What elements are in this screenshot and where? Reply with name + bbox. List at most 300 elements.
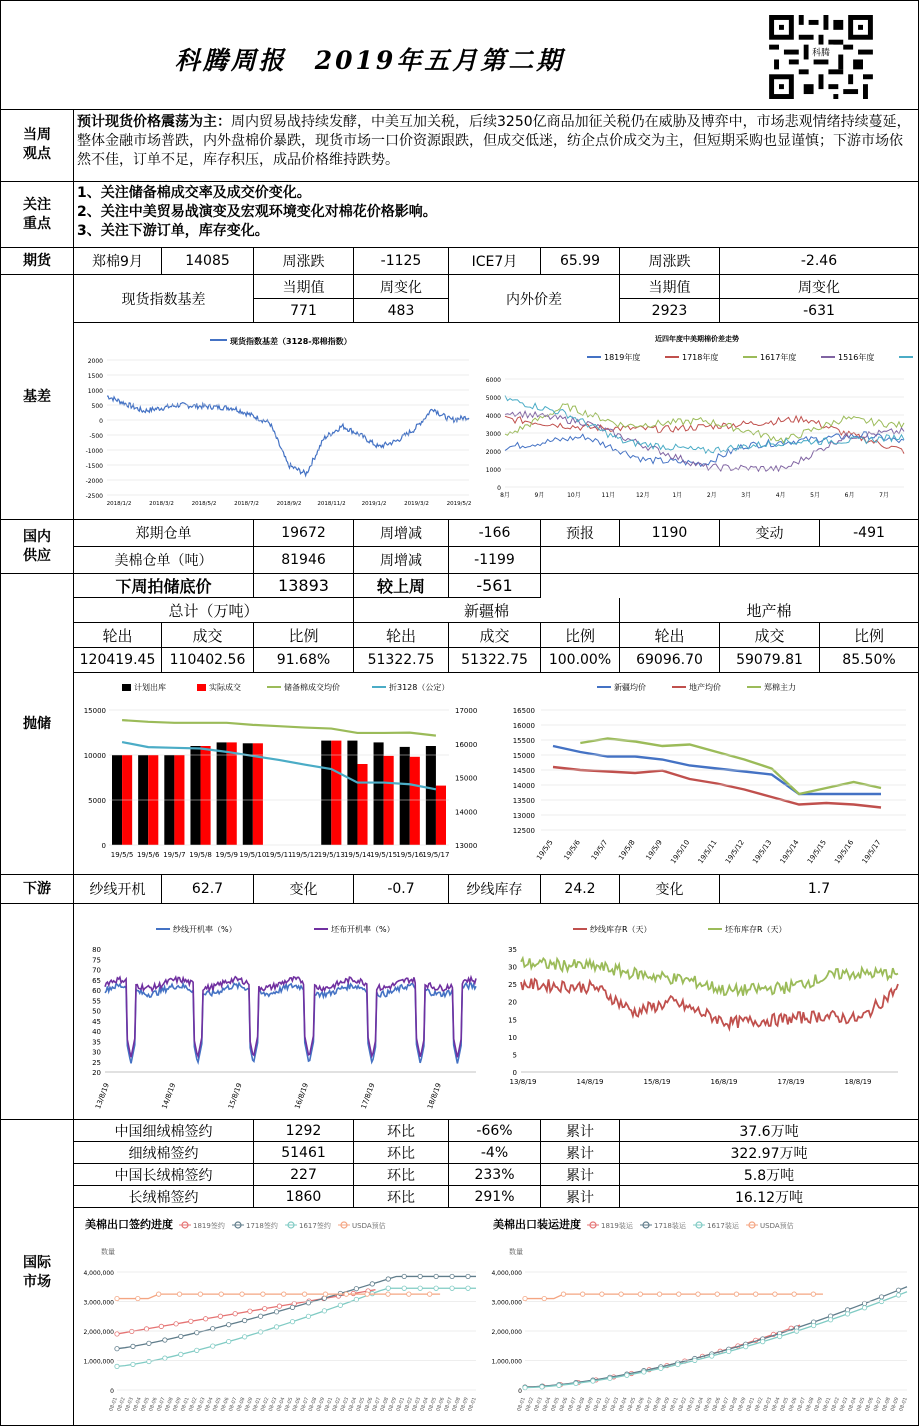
data-point	[659, 1366, 663, 1370]
x-tick-label: 4月	[775, 492, 786, 499]
data-point	[274, 1325, 278, 1329]
x-tick-label: 08-03	[339, 1396, 351, 1413]
data-point	[386, 1292, 390, 1296]
data-point	[338, 1303, 342, 1307]
y-axis-labels	[83, 1270, 114, 1395]
us-export-shipment-chart	[485, 1212, 913, 1424]
us-change-value: -1199	[449, 547, 541, 573]
x-tick-label: 16/8/19	[293, 1081, 311, 1111]
chart-legend	[156, 924, 395, 934]
legend-label: 1617装运	[707, 1222, 739, 1230]
intl-signing-cell: 5.8万吨	[620, 1164, 918, 1186]
x-tick-label: 08-08	[728, 1396, 740, 1413]
futures-contract-2: ICE7月	[449, 248, 541, 274]
x-tick-label: 08-02	[524, 1396, 536, 1413]
x-tick-label: 08-07	[299, 1396, 311, 1413]
basis-series-line	[107, 396, 469, 476]
y-tick-label: -2500	[85, 493, 103, 500]
data-point	[130, 1329, 134, 1333]
x-tick-label: 08-04	[204, 1396, 215, 1413]
data-point	[274, 1310, 278, 1314]
y-tick-label: 16000	[455, 740, 478, 749]
x-tick-label: 08-02	[403, 1396, 415, 1413]
x-tick-label: 08-06	[558, 1396, 570, 1413]
y-tick-label: 13500	[512, 797, 535, 805]
x-tick-label: 19/5/11	[696, 838, 719, 866]
x-tick-label: 08-04	[618, 1396, 629, 1413]
x-tick-label: 18/8/19	[844, 1078, 872, 1086]
y-tick-label: 17000	[455, 707, 478, 715]
x-tick-label: 08-06	[291, 1396, 303, 1413]
planned-bar	[374, 742, 384, 845]
y-tick-label: 5000	[88, 797, 106, 805]
chart-legend	[597, 682, 796, 692]
x-tick-label: 08-07	[371, 1396, 383, 1413]
x-tick-label: 08-05	[779, 1396, 791, 1413]
auction-col-value: 100.00%	[541, 648, 620, 673]
x-tick-label: 7月	[879, 492, 889, 499]
x-tick-label: 19/5/13	[317, 851, 345, 859]
data-point	[115, 1296, 119, 1300]
futures-change-1: -1125	[354, 248, 449, 274]
y-tick-label: 35	[92, 1038, 101, 1047]
data-point	[862, 1306, 866, 1310]
x-tick-label: 08-02	[677, 1396, 689, 1413]
data-point	[370, 1282, 374, 1286]
legend-label: 1718年度	[682, 353, 719, 362]
data-point	[574, 1381, 578, 1385]
data-point	[159, 1324, 163, 1328]
vs-last-week-label: 较上周	[354, 574, 449, 598]
x-tick-label: 19/5/13	[751, 838, 774, 866]
data-point	[261, 1292, 265, 1296]
legend-label: 储备棉成交均价	[284, 683, 340, 692]
x-tick-label: 08-02	[830, 1396, 841, 1413]
y-tick-label: 3,000,000	[491, 1299, 522, 1307]
actual-bar	[227, 742, 237, 845]
legend-label: 折3128（公定）	[389, 683, 450, 692]
x-tick-label: 08-06	[435, 1396, 446, 1413]
downstream-label: 下游	[1, 875, 74, 903]
spread-change-value: -631	[720, 299, 918, 323]
x-tick-label: 08-07	[796, 1396, 808, 1413]
intl-signing-cell: 1292	[254, 1120, 354, 1142]
x-axis-labels	[94, 1082, 443, 1110]
auction-col-header: 比例	[254, 623, 354, 648]
actual-bar	[253, 743, 263, 845]
x-tick-label: 19/5/7	[163, 851, 186, 859]
planned-bar	[243, 743, 253, 845]
x-tick-label: 19/5/10	[239, 851, 267, 859]
x-tick-label: 19/5/7	[589, 838, 610, 862]
basis-change-label: 周变化	[354, 275, 449, 299]
y-tick-label: 2000	[485, 449, 501, 456]
x-tick-label: 08-02	[259, 1396, 271, 1413]
legend-label: 新疆均价	[614, 683, 646, 692]
intl-signing-cell: 长绒棉签约	[74, 1186, 254, 1208]
data-point	[642, 1370, 646, 1374]
data-point	[600, 1292, 604, 1296]
intl-signing-cell: 16.12万吨	[620, 1186, 918, 1208]
x-tick-label: 08-05	[855, 1396, 867, 1413]
x-tick-label: 08-03	[196, 1396, 207, 1413]
y-tick-label: 4,000,000	[83, 1270, 114, 1277]
data-point	[177, 1292, 181, 1296]
data-point	[365, 1292, 369, 1296]
basis-index-chart	[77, 327, 477, 515]
intl-signing-cell: 中国细绒棉签约	[74, 1120, 254, 1142]
x-tick-label: 08-01	[108, 1396, 119, 1413]
auction-label: 抛储	[1, 574, 74, 874]
series-line	[525, 1325, 800, 1387]
x-tick-label: 08-09	[813, 1396, 824, 1413]
data-point	[156, 1292, 160, 1296]
data-point	[879, 1295, 883, 1299]
auction-col-header: 成交	[449, 623, 541, 648]
y-tick-label: 10000	[83, 752, 106, 760]
auction-col-value: 85.50%	[820, 648, 918, 673]
legend-label: 纱线库存R（天）	[590, 925, 652, 934]
forecast-label: 预报	[541, 520, 620, 547]
y-tick-label: 30	[508, 963, 517, 972]
legend-label: 1617签约	[299, 1222, 331, 1230]
data-point	[147, 1341, 151, 1345]
legend-label: 实际成交	[209, 683, 241, 692]
y-tick-label: -1500	[85, 463, 103, 470]
y-tick-label: 1,000,000	[83, 1358, 114, 1366]
intl-signing-cell: 环比	[354, 1164, 449, 1186]
intl-signing-cell: 291%	[449, 1186, 541, 1208]
x-tick-label: 08-01	[669, 1396, 680, 1413]
data-point	[715, 1292, 719, 1296]
x-tick-label: 17/8/19	[359, 1081, 377, 1111]
data-point	[354, 1297, 358, 1301]
data-point	[258, 1314, 262, 1318]
x-tick-label: 08-03	[533, 1396, 544, 1413]
y-tick-label: 70	[92, 966, 101, 975]
chart-legend	[587, 1221, 794, 1230]
y-tick-label: -500	[89, 433, 103, 440]
x-tick-label: 5月	[810, 492, 821, 499]
focus-item: 2、关注中美贸易战演变及宏观环境变化对棉花价格影响。	[77, 204, 437, 220]
x-tick-label: 08-09	[315, 1396, 327, 1413]
international-market-row	[1, 1120, 918, 1425]
us-export-signing-chart	[77, 1212, 482, 1424]
forecast-change-value: -491	[820, 520, 918, 547]
legend-label: 坯布开机率（%）	[331, 925, 395, 934]
data-point	[608, 1376, 612, 1380]
x-tick-label: 08-03	[686, 1396, 697, 1413]
x-tick-label: 08-01	[251, 1396, 263, 1413]
x-tick-label: 08-03	[267, 1396, 279, 1413]
legend-label: 1819签约	[193, 1222, 225, 1230]
data-point	[242, 1335, 246, 1339]
y-tick-label: 13000	[512, 812, 535, 820]
planned-bar	[426, 746, 436, 845]
y-tick-label: 1000	[87, 388, 103, 395]
x-tick-label: 1月	[672, 492, 683, 499]
y-tick-label: -1000	[85, 448, 103, 455]
x-tick-label: 18/8/19	[426, 1081, 443, 1111]
data-point	[542, 1296, 546, 1300]
series-line	[105, 977, 476, 1058]
x-tick-label: 08-01	[467, 1396, 478, 1413]
x-tick-label: 08-06	[787, 1396, 799, 1413]
x-tick-label: 08-02	[753, 1396, 765, 1413]
x-tick-label: 08-06	[635, 1396, 646, 1413]
data-point	[189, 1319, 193, 1323]
auction-col-value: 120419.45	[74, 648, 162, 673]
x-tick-label: 13/8/19	[94, 1081, 111, 1111]
x-tick-label: 08-08	[307, 1396, 319, 1413]
data-point	[657, 1292, 661, 1296]
series-line	[525, 1294, 823, 1298]
avg-price-chart	[491, 675, 916, 871]
actual-bar	[410, 757, 420, 845]
x-tick-label: 2019/5/2	[446, 501, 472, 507]
zce-change-value: -166	[449, 520, 541, 547]
data-point	[638, 1292, 642, 1296]
y-axis-title: 数量	[509, 1248, 523, 1256]
auction-col-value: 51322.75	[354, 648, 449, 673]
x-tick-label: 08-08	[379, 1396, 391, 1413]
y-tick-label: 1000	[485, 467, 501, 474]
data-point	[163, 1338, 167, 1342]
y-tick-label: 15000	[455, 774, 478, 783]
vs-last-week-value: -561	[449, 574, 541, 598]
chart-legend	[122, 682, 449, 692]
intl-signing-cell: 环比	[354, 1186, 449, 1208]
y-tick-label: 2,000,000	[83, 1329, 114, 1336]
series-line	[521, 958, 898, 995]
x-tick-label: 08-05	[283, 1396, 295, 1413]
x-tick-label: 08-09	[172, 1396, 183, 1413]
y-tick-label: 12500	[512, 827, 535, 835]
intl-signing-cell: 322.97万吨	[620, 1142, 918, 1164]
y2-axis-labels	[455, 707, 477, 850]
x-axis-labels	[108, 1397, 478, 1413]
yarn-stock-value: 24.2	[541, 875, 620, 903]
x-tick-label: 08-09	[387, 1396, 399, 1413]
data-point	[777, 1334, 781, 1338]
x-tick-label: 19/5/16	[396, 851, 424, 859]
auction-col-value: 59079.81	[720, 648, 820, 673]
yarn-change-label: 变化	[254, 875, 354, 903]
x-tick-label: 16/8/19	[710, 1078, 738, 1086]
report-header	[1, 1, 918, 110]
data-point	[402, 1286, 406, 1290]
x-tick-label: 08-04	[132, 1396, 143, 1413]
data-point	[828, 1318, 832, 1322]
data-point	[354, 1287, 358, 1291]
x-tick-label: 2018/3/2	[149, 501, 174, 507]
x-tick-label: 08-07	[156, 1396, 167, 1413]
x-tick-label: 08-04	[419, 1396, 431, 1413]
x-tick-label: 08-02	[601, 1396, 612, 1413]
legend-label: 1617年度	[760, 353, 797, 362]
y-tick-label: 15000	[512, 752, 535, 760]
futures-change-2: -2.46	[800, 253, 838, 269]
y-tick-label: 45	[92, 1017, 101, 1026]
intl-signing-cell: 环比	[354, 1120, 449, 1142]
y-tick-label: 15000	[83, 707, 106, 715]
intl-signing-cell: 37.6万吨	[620, 1120, 918, 1142]
x-tick-label: 2018/11/2	[317, 501, 346, 507]
x-tick-label: 08-01	[323, 1396, 335, 1413]
x-tick-label: 10月	[567, 492, 581, 499]
futures-value-2: 65.99	[541, 248, 620, 274]
legend-swatch	[197, 684, 206, 691]
data-point	[677, 1292, 681, 1296]
xinjiang-group-header: 新疆棉	[354, 598, 620, 623]
data-point	[115, 1332, 119, 1336]
svg-text:科腾: 科腾	[812, 48, 830, 59]
futures-contract-1: 郑棉9月	[74, 248, 162, 274]
data-point	[131, 1344, 135, 1348]
x-tick-label: 08-07	[567, 1396, 578, 1413]
x-tick-label: 08-08	[881, 1396, 892, 1413]
stock-change-label: 变化	[620, 875, 720, 903]
total-group-header: 总计（万吨）	[74, 598, 354, 623]
chart-title: 美棉出口装运进度	[493, 1218, 581, 1231]
data-point	[115, 1364, 119, 1368]
x-tick-label: 08-05	[211, 1396, 223, 1413]
data-point	[845, 1312, 849, 1316]
legend-label: 1819年度	[604, 353, 641, 362]
basis-label: 基差	[1, 275, 74, 519]
y-tick-label: 20	[92, 1069, 101, 1077]
x-tick-label: 2018/1/2	[106, 501, 132, 507]
futures-row	[1, 248, 918, 275]
data-point	[811, 1292, 815, 1296]
x-tick-label: 08-05	[550, 1396, 561, 1413]
data-point	[625, 1373, 629, 1377]
legend-label: 郑棉主力	[764, 683, 796, 692]
zce-warrant-value: 19672	[254, 520, 354, 547]
data-point	[344, 1292, 348, 1296]
x-tick-label: 08-01	[516, 1396, 527, 1413]
data-point	[896, 1288, 900, 1292]
x-tick-label: 08-03	[838, 1396, 850, 1413]
weekly-view-row	[1, 109, 918, 182]
x-tick-label: 19/5/14	[778, 838, 801, 866]
futures-change-label-1: 周涨跌	[254, 248, 354, 274]
focus-label: 关注重点	[1, 182, 74, 247]
legend-label: 1819装运	[601, 1222, 633, 1230]
auction-col-header: 比例	[820, 623, 918, 648]
y-tick-label: 5	[512, 1051, 517, 1060]
downstream-charts-label	[1, 904, 74, 1119]
x-tick-label: 08-05	[140, 1396, 151, 1413]
intl-signing-cell: 51461	[254, 1142, 354, 1164]
x-tick-label: 2019/1/2	[361, 501, 387, 507]
spread-current-label: 当期值	[620, 275, 720, 299]
series-lines	[523, 1287, 907, 1390]
x-tick-label: 8月	[500, 492, 510, 499]
basis-change-value: 483	[354, 299, 449, 323]
data-point	[198, 1292, 202, 1296]
y-tick-label: 14000	[455, 808, 478, 817]
data-point	[174, 1322, 178, 1326]
series-lines	[553, 739, 881, 808]
planned-bar	[400, 747, 410, 845]
y-axis-labels	[513, 707, 535, 835]
y-tick-label: 6000	[485, 377, 501, 384]
data-point	[591, 1379, 595, 1383]
data-point	[211, 1327, 215, 1331]
x-tick-label: 19/5/6	[136, 851, 160, 859]
y-tick-label: 14000	[512, 782, 535, 790]
intl-signing-cell: 累计	[541, 1186, 620, 1208]
legend-label: USDA预估	[760, 1222, 794, 1230]
legend-label: 计划出库	[134, 683, 166, 692]
planned-bar	[217, 742, 227, 845]
x-tick-label: 08-08	[804, 1396, 816, 1413]
data-point	[131, 1362, 135, 1366]
data-point	[290, 1305, 294, 1309]
data-point	[734, 1292, 738, 1296]
spread-change-label: 周变化	[720, 275, 918, 299]
data-point	[218, 1314, 222, 1318]
x-tick-label: 08-06	[148, 1396, 159, 1413]
y-tick-label: 50	[92, 1007, 101, 1016]
x-tick-label: 08-06	[219, 1396, 231, 1413]
futures-label: 期货	[1, 248, 74, 274]
x-tick-label: 19/5/17	[422, 851, 450, 859]
data-point	[248, 1309, 252, 1313]
y-tick-label: 0	[512, 1069, 517, 1077]
auction-col-header: 成交	[162, 623, 254, 648]
y-tick-label: 3000	[485, 431, 501, 438]
intl-signing-cell: 累计	[541, 1142, 620, 1164]
actual-bar	[331, 741, 341, 845]
y-tick-label: 0	[497, 485, 501, 492]
focus-row	[1, 182, 918, 248]
x-tick-label: 19/5/14	[343, 851, 371, 859]
auction-col-value: 91.68%	[254, 648, 354, 673]
series-line	[525, 1292, 907, 1388]
data-point	[727, 1349, 731, 1353]
data-point	[263, 1306, 267, 1310]
futures-value-1: 14085	[162, 248, 254, 274]
x-tick-label: 14/8/19	[576, 1078, 604, 1086]
data-point	[450, 1286, 454, 1290]
x-tick-label: 2018/7/2	[234, 501, 259, 507]
data-point	[386, 1286, 390, 1290]
x-tick-label: 08-09	[243, 1396, 255, 1413]
focus-list	[77, 184, 914, 241]
x-tick-label: 08-01	[821, 1396, 833, 1413]
x-tick-label: 08-09	[660, 1396, 672, 1413]
data-point	[407, 1292, 411, 1296]
y-tick-label: 2000	[87, 358, 103, 365]
y-tick-label: 0	[110, 1388, 114, 1395]
data-point	[466, 1286, 470, 1290]
data-point	[179, 1334, 183, 1338]
y-tick-label: 1500	[87, 373, 103, 380]
x-axis-labels	[516, 1397, 909, 1413]
auction-bar-chart	[77, 675, 487, 871]
x-tick-label: 08-09	[736, 1396, 748, 1413]
y-tick-label: 1,000,000	[491, 1358, 522, 1366]
x-tick-label: 08-09	[584, 1396, 595, 1413]
x-tick-label: 19/5/8	[189, 851, 212, 859]
y-axis-labels	[84, 707, 106, 850]
avg-price-line	[122, 720, 436, 736]
y-tick-label: 30	[92, 1048, 101, 1057]
auction-col-header: 比例	[541, 623, 620, 648]
qr-code-icon	[768, 15, 874, 99]
